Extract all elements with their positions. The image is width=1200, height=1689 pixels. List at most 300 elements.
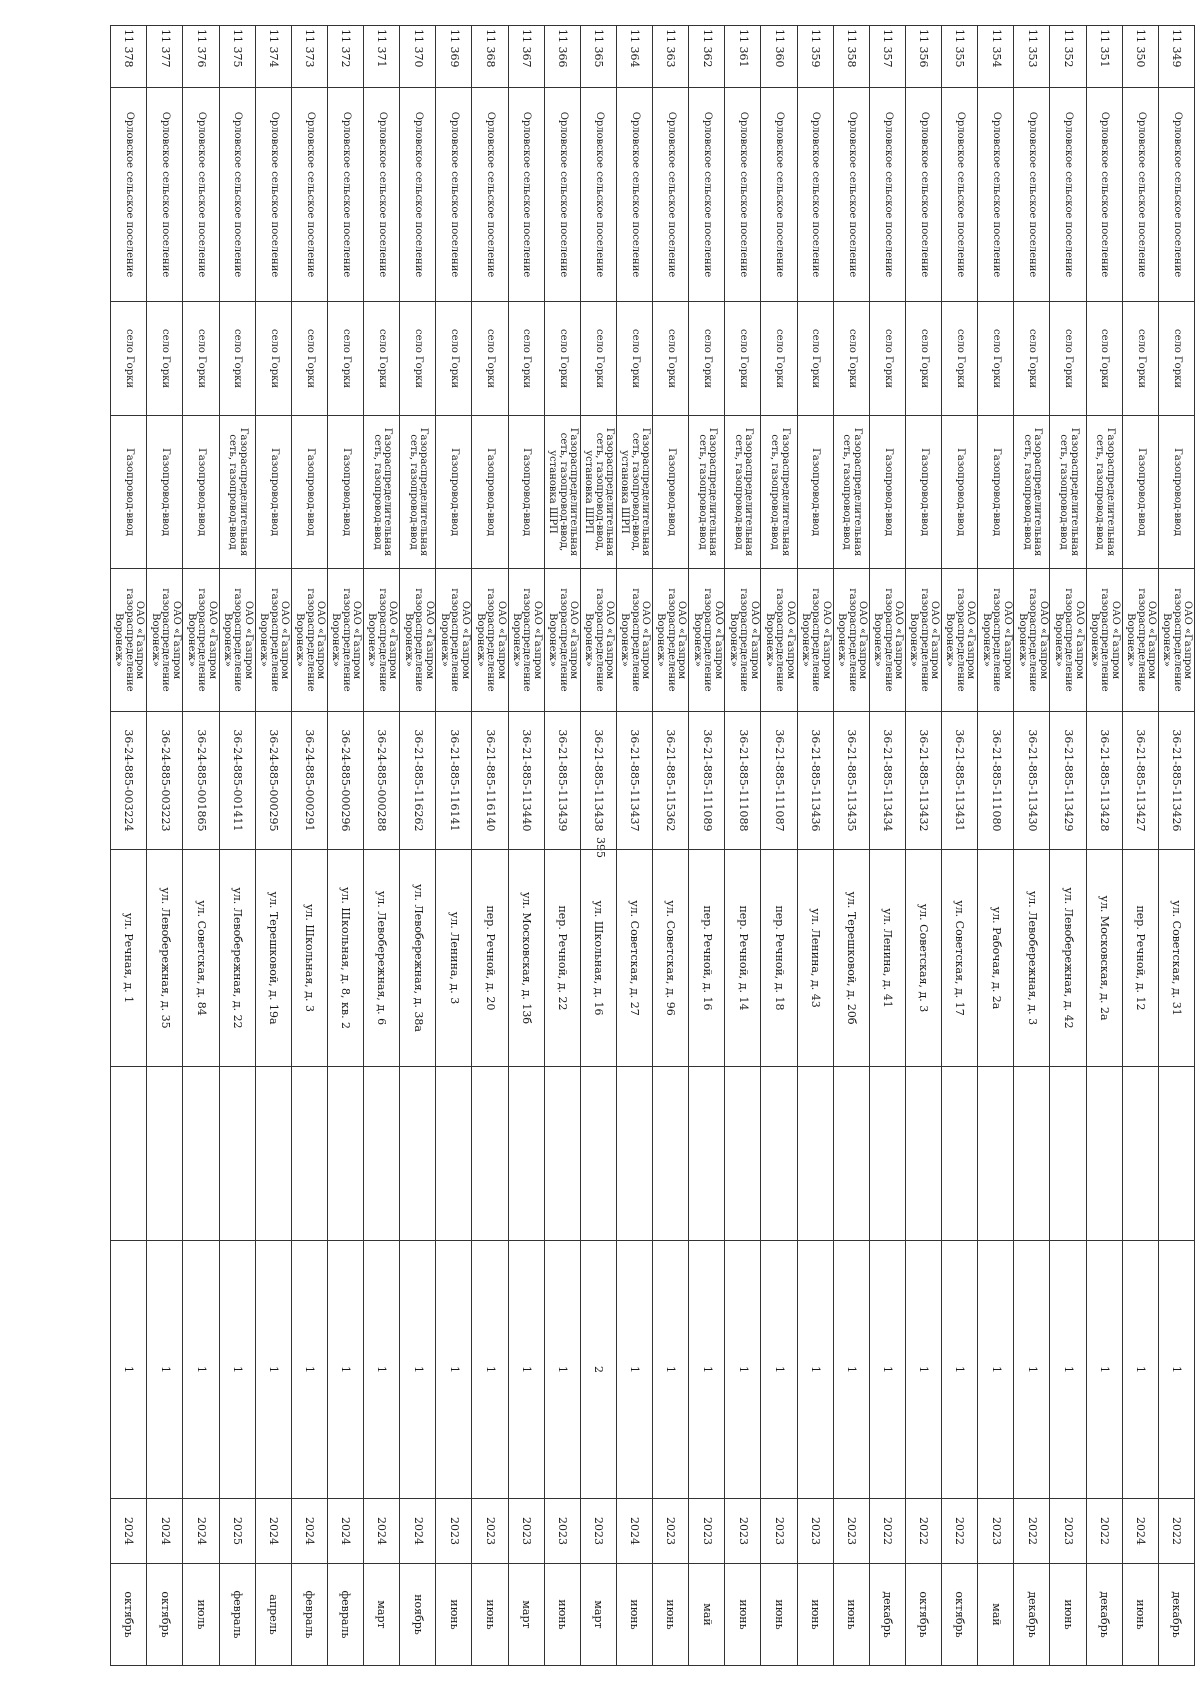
- year-cell: 2023: [436, 1499, 472, 1564]
- note-cell: [544, 1067, 580, 1241]
- table-row: [869, 26, 905, 1666]
- address-cell: ул. Левобережная, д. 3: [1014, 850, 1050, 1067]
- owner-cell: ОАО «Газпром газораспределение Воронеж»: [219, 569, 255, 712]
- settlement-cell: Орловское сельское поселение: [725, 88, 761, 302]
- address-cell: ул. Левобережная, д. 35: [147, 850, 183, 1067]
- settlement-cell: Орловское сельское поселение: [1122, 88, 1158, 302]
- locality-cell: село Горки: [255, 302, 291, 416]
- note-cell: [978, 1067, 1014, 1241]
- table-row: [689, 26, 725, 1666]
- count-cell: 1: [617, 1241, 653, 1499]
- year-cell: 2024: [255, 1499, 291, 1564]
- owner-cell: ОАО «Газпром газораспределение Воронеж»: [580, 569, 616, 712]
- address-cell: ул. Советская, д. 96: [653, 850, 689, 1067]
- row-number: 11 356: [906, 26, 942, 88]
- note-cell: [1014, 1067, 1050, 1241]
- object-type-cell: Газораспределительная сеть, газопровод-ввод, установка ШРП: [617, 416, 653, 569]
- year-cell: 2022: [869, 1499, 905, 1564]
- settlement-cell: Орловское сельское поселение: [1050, 88, 1086, 302]
- year-cell: 2024: [617, 1499, 653, 1564]
- count-cell: 1: [472, 1241, 508, 1499]
- month-cell: июнь: [544, 1564, 580, 1666]
- note-cell: [147, 1067, 183, 1241]
- object-type-cell: Газопровод-ввод: [653, 416, 689, 569]
- settlement-cell: Орловское сельское поселение: [436, 88, 472, 302]
- month-cell: июнь: [617, 1564, 653, 1666]
- count-cell: 1: [689, 1241, 725, 1499]
- note-cell: [364, 1067, 400, 1241]
- month-cell: февраль: [291, 1564, 327, 1666]
- count-cell: 1: [1050, 1241, 1086, 1499]
- locality-cell: село Горки: [1050, 302, 1086, 416]
- month-cell: июнь: [436, 1564, 472, 1666]
- year-cell: 2024: [183, 1499, 219, 1564]
- locality-cell: село Горки: [111, 302, 147, 416]
- owner-cell: ОАО «Газпром газораспределение Воронеж»: [1014, 569, 1050, 712]
- note-cell: [111, 1067, 147, 1241]
- row-number: 11 360: [761, 26, 797, 88]
- table-row: [147, 26, 183, 1666]
- settlement-cell: Орловское сельское поселение: [869, 88, 905, 302]
- row-number: 11 365: [580, 26, 616, 88]
- table-row: [436, 26, 472, 1666]
- row-number: 11 369: [436, 26, 472, 88]
- settlement-cell: Орловское сельское поселение: [1158, 88, 1194, 302]
- year-cell: 2023: [797, 1499, 833, 1564]
- count-cell: 1: [725, 1241, 761, 1499]
- month-cell: март: [508, 1564, 544, 1666]
- locality-cell: село Горки: [1014, 302, 1050, 416]
- settlement-cell: Орловское сельское поселение: [653, 88, 689, 302]
- address-cell: ул. Терешковой, д. 20б: [833, 850, 869, 1067]
- owner-cell: ОАО «Газпром газораспределение Воронеж»: [255, 569, 291, 712]
- locality-cell: село Горки: [580, 302, 616, 416]
- object-type-cell: Газораспределительная сеть, газопровод-ввод, установка ШРП: [580, 416, 616, 569]
- count-cell: 1: [364, 1241, 400, 1499]
- month-cell: март: [364, 1564, 400, 1666]
- object-type-cell: Газопровод-ввод: [183, 416, 219, 569]
- address-cell: ул. Ленина, д. 41: [869, 850, 905, 1067]
- month-cell: июнь: [797, 1564, 833, 1666]
- locality-cell: село Горки: [472, 302, 508, 416]
- object-type-cell: Газопровод-ввод: [1158, 416, 1194, 569]
- note-cell: [869, 1067, 905, 1241]
- month-cell: февраль: [328, 1564, 364, 1666]
- month-cell: октябрь: [942, 1564, 978, 1666]
- cadastral-number-cell: 36-21-885-113438: [580, 712, 616, 850]
- table-row: [906, 26, 942, 1666]
- settlement-cell: Орловское сельское поселение: [580, 88, 616, 302]
- locality-cell: село Горки: [400, 302, 436, 416]
- cadastral-number-cell: 36-21-885-111087: [761, 712, 797, 850]
- locality-cell: село Горки: [219, 302, 255, 416]
- address-cell: ул. Ленина, д. 43: [797, 850, 833, 1067]
- owner-cell: ОАО «Газпром газораспределение Воронеж»: [869, 569, 905, 712]
- count-cell: 1: [942, 1241, 978, 1499]
- address-cell: ул. Советская, д. 84: [183, 850, 219, 1067]
- month-cell: декабрь: [1014, 1564, 1050, 1666]
- address-cell: пер. Речной, д. 18: [761, 850, 797, 1067]
- object-type-cell: Газораспределительная сеть, газопровод-ввод: [761, 416, 797, 569]
- year-cell: 2022: [1014, 1499, 1050, 1564]
- cadastral-number-cell: 36-21-885-113428: [1086, 712, 1122, 850]
- address-cell: ул. Речная, д. 1: [111, 850, 147, 1067]
- settlement-cell: Орловское сельское поселение: [328, 88, 364, 302]
- table-row: [797, 26, 833, 1666]
- note-cell: [617, 1067, 653, 1241]
- year-cell: 2023: [472, 1499, 508, 1564]
- owner-cell: ОАО «Газпром газораспределение Воронеж»: [689, 569, 725, 712]
- table-row: [219, 26, 255, 1666]
- object-type-cell: Газопровод-ввод: [472, 416, 508, 569]
- cadastral-number-cell: 36-21-885-113435: [833, 712, 869, 850]
- locality-cell: село Горки: [725, 302, 761, 416]
- address-cell: ул. Левобережная, д. 22: [219, 850, 255, 1067]
- count-cell: 1: [508, 1241, 544, 1499]
- settlement-cell: Орловское сельское поселение: [508, 88, 544, 302]
- row-number: 11 375: [219, 26, 255, 88]
- cadastral-number-cell: 36-21-885-113439: [544, 712, 580, 850]
- settlement-cell: Орловское сельское поселение: [978, 88, 1014, 302]
- month-cell: декабрь: [1086, 1564, 1122, 1666]
- year-cell: 2023: [689, 1499, 725, 1564]
- count-cell: 1: [978, 1241, 1014, 1499]
- locality-cell: село Горки: [653, 302, 689, 416]
- owner-cell: ОАО «Газпром газораспределение Воронеж»: [364, 569, 400, 712]
- owner-cell: ОАО «Газпром газораспределение Воронеж»: [111, 569, 147, 712]
- address-cell: ул. Советская, д. 27: [617, 850, 653, 1067]
- note-cell: [1122, 1067, 1158, 1241]
- note-cell: [508, 1067, 544, 1241]
- cadastral-number-cell: 36-24-885-001411: [219, 712, 255, 850]
- owner-cell: ОАО «Газпром газораспределение Воронеж»: [1086, 569, 1122, 712]
- settlement-cell: Орловское сельское поселение: [1086, 88, 1122, 302]
- locality-cell: село Горки: [436, 302, 472, 416]
- address-cell: пер. Речной, д. 12: [1122, 850, 1158, 1067]
- table-sheet: [110, 25, 1195, 1665]
- table-row: [508, 26, 544, 1666]
- locality-cell: село Горки: [978, 302, 1014, 416]
- year-cell: 2024: [364, 1499, 400, 1564]
- settlement-cell: Орловское сельское поселение: [689, 88, 725, 302]
- cadastral-number-cell: 36-21-885-113426: [1158, 712, 1194, 850]
- cadastral-number-cell: 36-21-885-113437: [617, 712, 653, 850]
- locality-cell: село Горки: [1086, 302, 1122, 416]
- count-cell: 1: [147, 1241, 183, 1499]
- count-cell: 1: [255, 1241, 291, 1499]
- row-number: 11 358: [833, 26, 869, 88]
- cadastral-number-cell: 36-24-885-000295: [255, 712, 291, 850]
- table-row: [472, 26, 508, 1666]
- settlement-cell: Орловское сельское поселение: [255, 88, 291, 302]
- locality-cell: село Горки: [1158, 302, 1194, 416]
- object-type-cell: Газопровод-ввод: [797, 416, 833, 569]
- row-number: 11 351: [1086, 26, 1122, 88]
- note-cell: [833, 1067, 869, 1241]
- cadastral-number-cell: 36-21-885-116262: [400, 712, 436, 850]
- owner-cell: ОАО «Газпром газораспределение Воронеж»: [508, 569, 544, 712]
- row-number: 11 349: [1158, 26, 1194, 88]
- locality-cell: село Горки: [942, 302, 978, 416]
- row-number: 11 354: [978, 26, 1014, 88]
- object-type-cell: Газопровод-ввод: [906, 416, 942, 569]
- row-number: 11 350: [1122, 26, 1158, 88]
- locality-cell: село Горки: [328, 302, 364, 416]
- table-row: [761, 26, 797, 1666]
- object-type-cell: Газораспределительная сеть, газопровод-ввод, установка ШРП: [544, 416, 580, 569]
- owner-cell: ОАО «Газпром газораспределение Воронеж»: [472, 569, 508, 712]
- row-number: 11 373: [291, 26, 327, 88]
- row-number: 11 367: [508, 26, 544, 88]
- object-type-cell: Газопровод-ввод: [942, 416, 978, 569]
- locality-cell: село Горки: [147, 302, 183, 416]
- month-cell: апрель: [255, 1564, 291, 1666]
- note-cell: [1050, 1067, 1086, 1241]
- object-type-cell: Газораспределительная сеть, газопровод-ввод: [400, 416, 436, 569]
- locality-cell: село Горки: [364, 302, 400, 416]
- address-cell: ул. Левобережная, д. 6: [364, 850, 400, 1067]
- cadastral-number-cell: 36-21-885-115362: [653, 712, 689, 850]
- address-cell: ул. Левобережная, д. 38а: [400, 850, 436, 1067]
- note-cell: [183, 1067, 219, 1241]
- table-row: [617, 26, 653, 1666]
- settlement-cell: Орловское сельское поселение: [111, 88, 147, 302]
- settlement-cell: Орловское сельское поселение: [400, 88, 436, 302]
- row-number: 11 374: [255, 26, 291, 88]
- month-cell: октябрь: [111, 1564, 147, 1666]
- settlement-cell: Орловское сельское поселение: [797, 88, 833, 302]
- object-type-cell: Газопровод-ввод: [869, 416, 905, 569]
- cadastral-number-cell: 36-21-885-116141: [436, 712, 472, 850]
- address-cell: ул. Рабочая, д. 2а: [978, 850, 1014, 1067]
- note-cell: [291, 1067, 327, 1241]
- count-cell: 1: [544, 1241, 580, 1499]
- count-cell: 1: [1014, 1241, 1050, 1499]
- count-cell: 1: [797, 1241, 833, 1499]
- cadastral-number-cell: 36-21-885-116140: [472, 712, 508, 850]
- count-cell: 1: [291, 1241, 327, 1499]
- cadastral-number-cell: 36-21-885-111089: [689, 712, 725, 850]
- locality-cell: село Горки: [617, 302, 653, 416]
- year-cell: 2022: [1158, 1499, 1194, 1564]
- row-number: 11 377: [147, 26, 183, 88]
- note-cell: [797, 1067, 833, 1241]
- note-cell: [580, 1067, 616, 1241]
- note-cell: [942, 1067, 978, 1241]
- month-cell: июнь: [472, 1564, 508, 1666]
- settlement-cell: Орловское сельское поселение: [761, 88, 797, 302]
- month-cell: май: [689, 1564, 725, 1666]
- count-cell: 1: [653, 1241, 689, 1499]
- row-number: 11 352: [1050, 26, 1086, 88]
- address-cell: пер. Речной, д. 16: [689, 850, 725, 1067]
- cadastral-number-cell: 36-21-885-111080: [978, 712, 1014, 850]
- locality-cell: село Горки: [1122, 302, 1158, 416]
- object-type-cell: Газораспределительная сеть, газопровод-ввод: [725, 416, 761, 569]
- row-number: 11 359: [797, 26, 833, 88]
- owner-cell: ОАО «Газпром газораспределение Воронеж»: [942, 569, 978, 712]
- object-type-cell: Газопровод-ввод: [436, 416, 472, 569]
- note-cell: [472, 1067, 508, 1241]
- page-number: 395: [594, 837, 607, 858]
- table-row: [255, 26, 291, 1666]
- owner-cell: ОАО «Газпром газораспределение Воронеж»: [1050, 569, 1086, 712]
- year-cell: 2023: [761, 1499, 797, 1564]
- year-cell: 2023: [544, 1499, 580, 1564]
- year-cell: 2024: [111, 1499, 147, 1564]
- owner-cell: ОАО «Газпром газораспределение Воронеж»: [725, 569, 761, 712]
- row-number: 11 363: [653, 26, 689, 88]
- cadastral-number-cell: 36-21-885-113431: [942, 712, 978, 850]
- object-type-cell: Газораспределительная сеть, газопровод-ввод: [1050, 416, 1086, 569]
- month-cell: июнь: [761, 1564, 797, 1666]
- cadastral-number-cell: 36-21-885-113440: [508, 712, 544, 850]
- row-number: 11 370: [400, 26, 436, 88]
- count-cell: 1: [400, 1241, 436, 1499]
- month-cell: июнь: [1122, 1564, 1158, 1666]
- row-number: 11 355: [942, 26, 978, 88]
- count-cell: 1: [761, 1241, 797, 1499]
- cadastral-number-cell: 36-21-885-113432: [906, 712, 942, 850]
- settlement-cell: Орловское сельское поселение: [906, 88, 942, 302]
- settlement-cell: Орловское сельское поселение: [147, 88, 183, 302]
- address-cell: ул. Левобережная, д. 42: [1050, 850, 1086, 1067]
- note-cell: [906, 1067, 942, 1241]
- cadastral-number-cell: 36-24-885-003224: [111, 712, 147, 850]
- table-row: [833, 26, 869, 1666]
- cadastral-number-cell: 36-24-885-000291: [291, 712, 327, 850]
- object-type-cell: Газораспределительная сеть, газопровод-ввод: [364, 416, 400, 569]
- month-cell: июнь: [653, 1564, 689, 1666]
- locality-cell: село Горки: [183, 302, 219, 416]
- month-cell: октябрь: [147, 1564, 183, 1666]
- owner-cell: ОАО «Газпром газораспределение Воронеж»: [1158, 569, 1194, 712]
- locality-cell: село Горки: [689, 302, 725, 416]
- object-type-cell: Газораспределительная сеть, газопровод-ввод: [833, 416, 869, 569]
- month-cell: июнь: [1050, 1564, 1086, 1666]
- cadastral-number-cell: 36-21-885-113436: [797, 712, 833, 850]
- address-cell: пер. Речной, д. 20: [472, 850, 508, 1067]
- settlement-cell: Орловское сельское поселение: [472, 88, 508, 302]
- note-cell: [328, 1067, 364, 1241]
- count-cell: 1: [328, 1241, 364, 1499]
- note-cell: [255, 1067, 291, 1241]
- year-cell: 2025: [219, 1499, 255, 1564]
- address-cell: ул. Школьная, д. 8, кв. 2: [328, 850, 364, 1067]
- address-cell: ул. Московская, д. 2а: [1086, 850, 1122, 1067]
- count-cell: 1: [869, 1241, 905, 1499]
- note-cell: [400, 1067, 436, 1241]
- count-cell: 1: [833, 1241, 869, 1499]
- settlement-cell: Орловское сельское поселение: [833, 88, 869, 302]
- count-cell: 1: [1122, 1241, 1158, 1499]
- owner-cell: ОАО «Газпром газораспределение Воронеж»: [544, 569, 580, 712]
- settlement-cell: Орловское сельское поселение: [219, 88, 255, 302]
- year-cell: 2023: [725, 1499, 761, 1564]
- year-cell: 2022: [906, 1499, 942, 1564]
- year-cell: 2024: [147, 1499, 183, 1564]
- table-row: [183, 26, 219, 1666]
- cadastral-number-cell: 36-21-885-111088: [725, 712, 761, 850]
- row-number: 11 371: [364, 26, 400, 88]
- object-type-cell: Газораспределительная сеть, газопровод-ввод: [1086, 416, 1122, 569]
- address-cell: ул. Советская, д. 3: [906, 850, 942, 1067]
- month-cell: июль: [183, 1564, 219, 1666]
- count-cell: 1: [1158, 1241, 1194, 1499]
- year-cell: 2023: [1050, 1499, 1086, 1564]
- row-number: 11 364: [617, 26, 653, 88]
- year-cell: 2024: [1122, 1499, 1158, 1564]
- row-number: 11 353: [1014, 26, 1050, 88]
- table-row: [1014, 26, 1050, 1666]
- month-cell: октябрь: [906, 1564, 942, 1666]
- locality-cell: село Горки: [508, 302, 544, 416]
- table-row: [364, 26, 400, 1666]
- row-number: 11 378: [111, 26, 147, 88]
- note-cell: [761, 1067, 797, 1241]
- table-row: [544, 26, 580, 1666]
- address-cell: пер. Речной, д. 14: [725, 850, 761, 1067]
- object-type-cell: Газопровод-ввод: [147, 416, 183, 569]
- object-type-cell: Газопровод-ввод: [111, 416, 147, 569]
- year-cell: 2023: [580, 1499, 616, 1564]
- note-cell: [725, 1067, 761, 1241]
- table-row: [1086, 26, 1122, 1666]
- settlement-cell: Орловское сельское поселение: [291, 88, 327, 302]
- month-cell: ноябрь: [400, 1564, 436, 1666]
- owner-cell: ОАО «Газпром газораспределение Воронеж»: [291, 569, 327, 712]
- year-cell: 2022: [1086, 1499, 1122, 1564]
- month-cell: февраль: [219, 1564, 255, 1666]
- owner-cell: ОАО «Газпром газораспределение Воронеж»: [183, 569, 219, 712]
- locality-cell: село Горки: [906, 302, 942, 416]
- year-cell: 2024: [291, 1499, 327, 1564]
- table-row: [1158, 26, 1194, 1666]
- owner-cell: ОАО «Газпром газораспределение Воронеж»: [436, 569, 472, 712]
- cadastral-number-cell: 36-24-885-000288: [364, 712, 400, 850]
- address-cell: ул. Школьная, д. 16: [580, 850, 616, 1067]
- locality-cell: село Горки: [291, 302, 327, 416]
- note-cell: [1158, 1067, 1194, 1241]
- row-number: 11 357: [869, 26, 905, 88]
- owner-cell: ОАО «Газпром газораспределение Воронеж»: [147, 569, 183, 712]
- settlement-cell: Орловское сельское поселение: [617, 88, 653, 302]
- year-cell: 2023: [978, 1499, 1014, 1564]
- row-number: 11 368: [472, 26, 508, 88]
- cadastral-number-cell: 36-21-885-113430: [1014, 712, 1050, 850]
- count-cell: 1: [906, 1241, 942, 1499]
- count-cell: 1: [436, 1241, 472, 1499]
- cadastral-number-cell: 36-21-885-113434: [869, 712, 905, 850]
- count-cell: 1: [219, 1241, 255, 1499]
- owner-cell: ОАО «Газпром газораспределение Воронеж»: [1122, 569, 1158, 712]
- object-type-cell: Газопровод-ввод: [291, 416, 327, 569]
- table-row: [725, 26, 761, 1666]
- address-cell: пер. Речной, д. 22: [544, 850, 580, 1067]
- note-cell: [689, 1067, 725, 1241]
- locality-cell: село Горки: [761, 302, 797, 416]
- count-cell: 2: [580, 1241, 616, 1499]
- table-row: [111, 26, 147, 1666]
- table-row: [653, 26, 689, 1666]
- table-row: [978, 26, 1014, 1666]
- row-number: 11 361: [725, 26, 761, 88]
- address-cell: ул. Ленина, д. 3: [436, 850, 472, 1067]
- count-cell: 1: [183, 1241, 219, 1499]
- year-cell: 2023: [653, 1499, 689, 1564]
- year-cell: 2024: [400, 1499, 436, 1564]
- address-cell: ул. Московская, д. 13б: [508, 850, 544, 1067]
